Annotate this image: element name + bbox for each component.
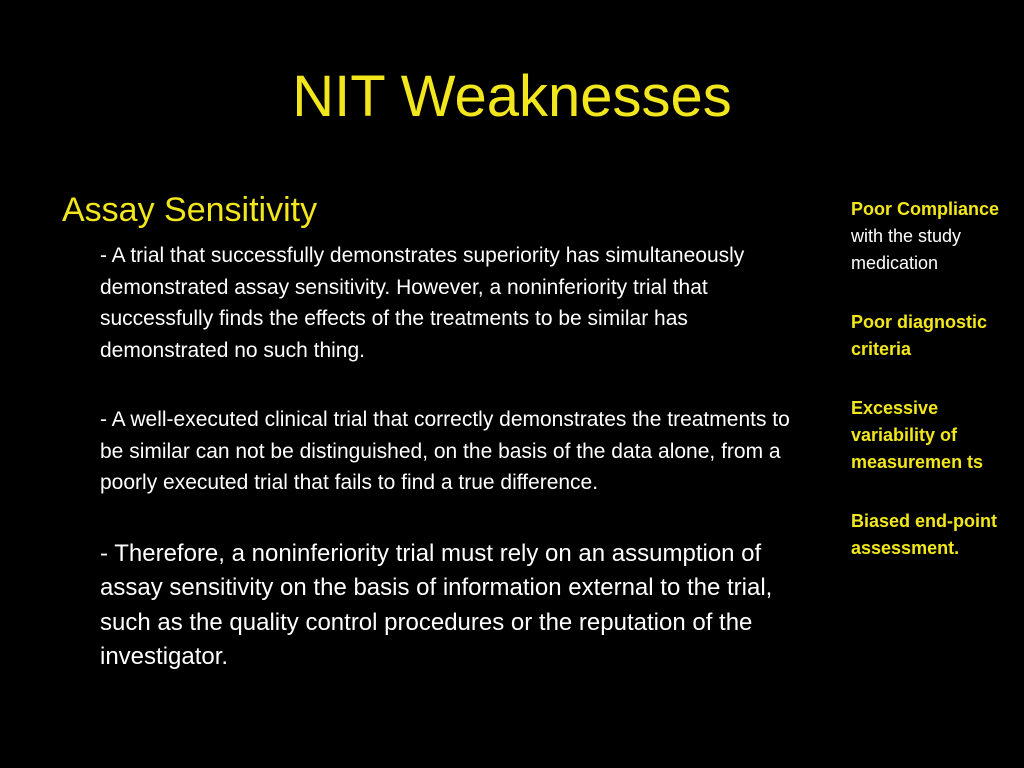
sidebar-item-highlight: Excessive variability of measuremen ts bbox=[851, 398, 984, 472]
sidebar-item-highlight: Poor diagnostic criteria bbox=[851, 312, 988, 359]
sidebar-item-highlight: Poor Compliance bbox=[851, 199, 1000, 219]
paragraph-superiority: - A trial that successfully demonstrates superiority has simultaneously demonstrated assay sensitivity. However, a noninferiority trial that successfully finds the effects of the treatments to be similar has demonstrated no such thing. bbox=[100, 244, 745, 362]
paragraph-therefore: - Therefore, a noninferiority trial must rely on an assumption of assay sensitivity on the basis of information external to the trial, such as the quality control procedures or the reputation of the investigator. bbox=[100, 539, 773, 670]
section-heading: Assay Sensitivity bbox=[62, 191, 318, 229]
sidebar-item-poor-compliance bbox=[851, 196, 1001, 277]
sidebar-item-rest: with the study medication bbox=[851, 226, 962, 273]
paragraph-well-executed: - A well-executed clinical trial that correctly demonstrates the treatments to be similar can not be distinguished, on the basis of the data alone, from a poorly executed trial that fails to find a true difference. bbox=[100, 408, 790, 494]
main-content bbox=[62, 188, 802, 675]
slide-title: NIT Weaknesses bbox=[292, 64, 732, 129]
sidebar-item-poor-diagnostic-criteria bbox=[851, 309, 1001, 363]
sidebar-item-highlight: Biased end-point assessment. bbox=[851, 511, 998, 558]
sidebar-item-excessive-variability bbox=[851, 395, 1001, 476]
sidebar-item-biased-endpoint bbox=[851, 508, 1001, 562]
sidebar-list bbox=[851, 196, 1001, 594]
